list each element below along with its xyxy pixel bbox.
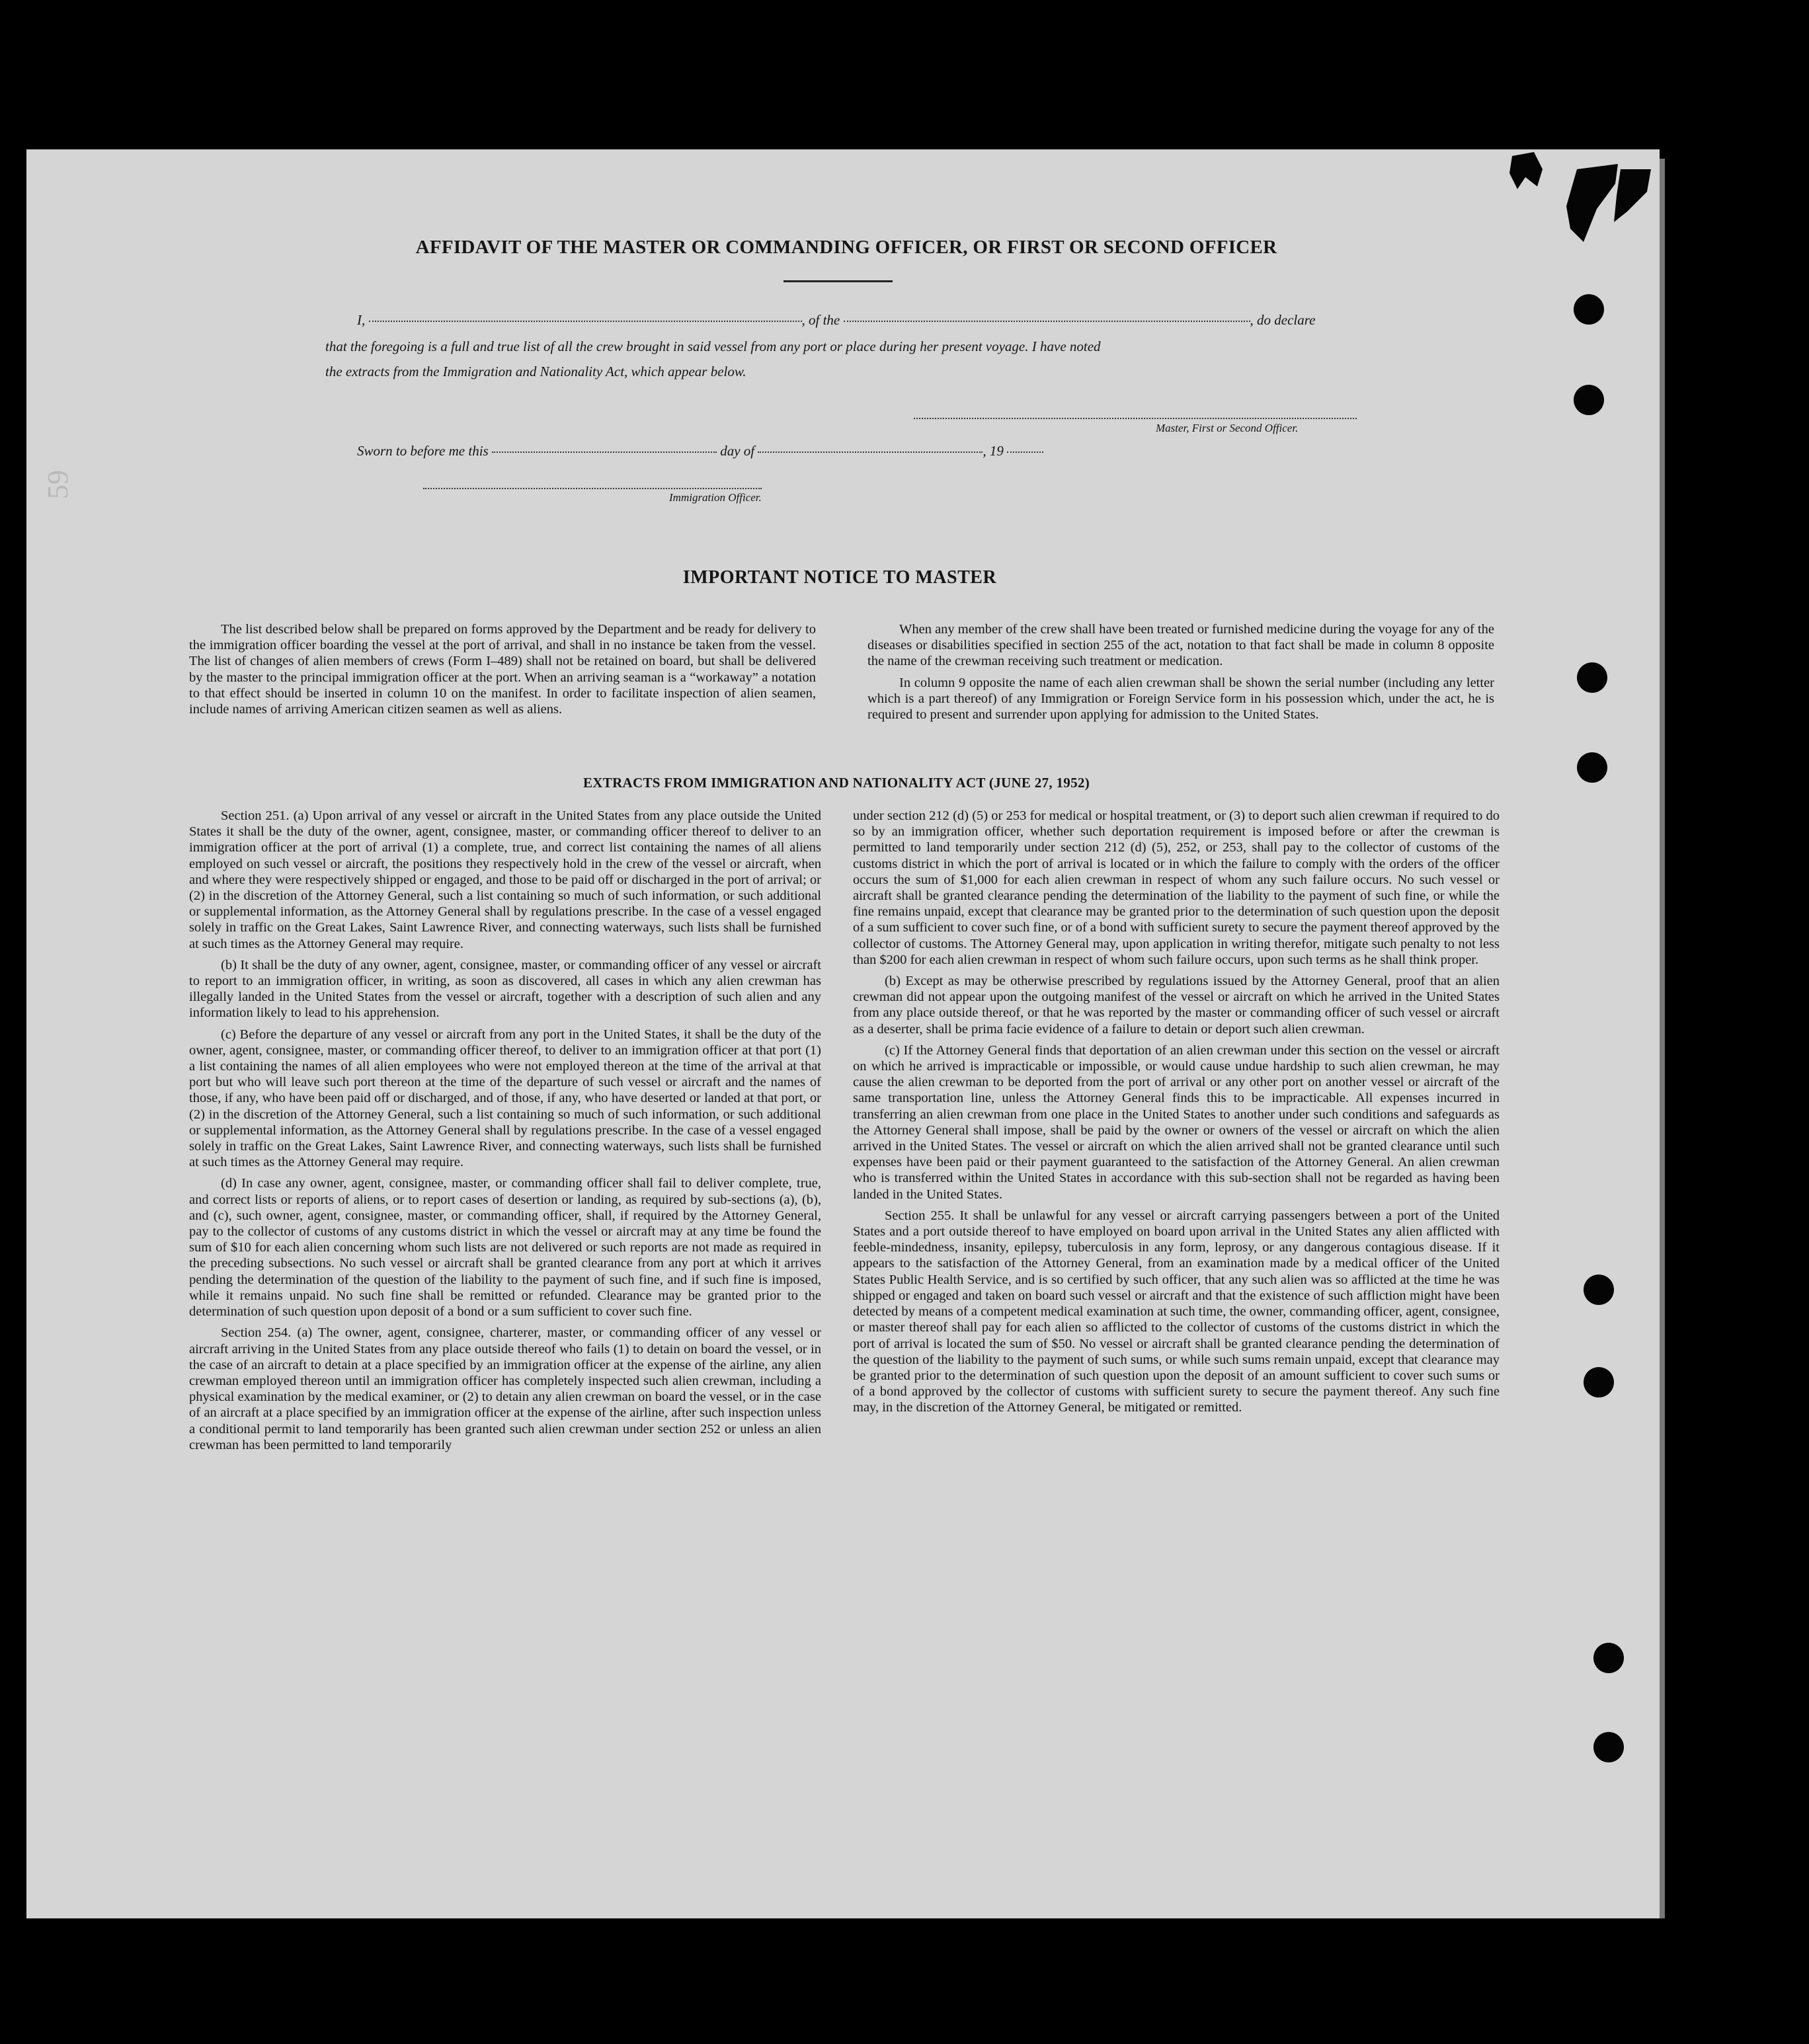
sworn-line	[357, 443, 1043, 459]
vessel-blank[interactable]	[844, 321, 1250, 322]
notice-left-paragraph: The list described below shall be prepared on forms approved by the Department and be ready for delivery to the immigration officer boarding the vessel at the port of arrival, and shall in no instance be taken from the vessel. The list of changes of alien members of crews (Form I–489) shall not be retained on board, but shall be delivered by the master to the principal immigration officer at the port. When an arriving seaman is a “workaway” a notation to that effect should be inserted in column 10 on the manifest. In order to facilitate inspection of alien seamen, include names of arriving American citizen seamen as well as aliens.	[189, 622, 816, 717]
sworn-year-blank[interactable]	[1007, 452, 1043, 453]
punch-hole	[1584, 1367, 1614, 1397]
section-255: Section 255. It shall be unlawful for any vessel or aircraft carrying passengers between a port of the United States and a port outside thereof to have employed on board upon arrival in the United States any alien afflicted with feeble-mindedness, insanity, epilepsy, tuberculosis in any form, leprosy, or any dangerous contagious disease. If it appears to the satisfaction of the Attorney General, from an examination made by a medical officer of the United States Public Health Service, and is so certified by such officer, that any such alien was so afflicted at the time he was shipped or engaged and taken on board such vessel or aircraft and that the existence of such affliction might have been detected by means of a competent medical examination at such time, the owner, commanding officer, agent, consignee, or master thereof shall pay for each alien so afflicted to the collector of customs of the customs district in which the port of arrival is located the sum of $50. No vessel or aircraft shall be granted clearance pending the determination of the question of the liability to the payment of such sums, or while such sums remain unpaid, except that clearance may be granted prior to the determination of such question upon the deposit of an amount sufficient to cover such sums or of a bond approved by the collector of customs with sufficient surety to secure the payment thereof. Any such fine may, in the discretion of the Attorney General, be mitigated or remitted.	[853, 1208, 1500, 1415]
declaration-text-1: that the foregoing is a full and true list of all the crew brought in said vessel from any port or place during her present voyage. I have noted	[325, 338, 1101, 354]
sworn-day-blank[interactable]	[492, 452, 717, 453]
section-254a-continued: under section 212 (d) (5) or 253 for medical or hospital treatment, or (3) to deport such alien crewman if required to do so by an immigration officer, whether such deportation requirement is imposed before or after the crewman is permitted to land temporarily under section 212 (d) (5), 252, or 253, shall pay to the collector of customs of the customs district in which the port of arrival is located or in which the failure to comply with the orders of the officer occurs the sum of $1,000 for each alien crewman in respect of whom any such failure occurs. No such vessel or aircraft shall be granted clearance pending the determination of the liability to the payment of such fine, or while the fine remains unpaid, except that clearance may be granted prior to the determination of such question upon the deposit of a sum sufficient to cover such fine, or of a bond with sufficient surety to secure the payment thereof approved by the collector of customs. The Attorney General may, upon application in writing therefor, mitigate such penalty to not less than $200 for each alien crewman in respect of whom such failure occurs, upon such terms as he shall think proper.	[853, 808, 1500, 967]
punch-hole	[1577, 662, 1607, 693]
sworn-month-blank[interactable]	[758, 452, 983, 453]
officer-signature-line[interactable]	[423, 488, 762, 489]
margin-number: 59	[42, 470, 74, 499]
section-254a: Section 254. (a) The owner, agent, consignee, charterer, master, or commanding officer of any vessel or aircraft arriving in the United States from any place outside thereof who fails (1) to detain on board the vessel, or in the case of an aircraft to detain at a place specified by an immigration officer at the expense of the airline, any alien crewman employed thereon until an immigration officer has completely inspected such alien crewman, including a physical examination by the medical examiner, or (2) to detain any alien crewman on board the vessel, or in the case of an aircraft at a place specified by an immigration officer at the expense of the airline, after such inspection unless a conditional permit to land temporarily has been granted such alien crewman under section 252 or unless an alien crewman has been permitted to land temporarily	[189, 1325, 821, 1452]
declaration-line	[357, 312, 1315, 329]
title-rule	[784, 280, 893, 282]
punch-hole	[1593, 1643, 1624, 1673]
extracts-right-column	[853, 808, 1500, 1421]
notice-right-paragraph-2: In column 9 opposite the name of each alien crewman shall be shown the serial number (including any letter which is a part thereof) of any Immigration or Foreign Service form in his possession which, under the act, he is required to present and surrender upon applying for admission to the United States.	[867, 675, 1494, 723]
extracts-left-column	[189, 808, 821, 1458]
section-251c: (c) Before the departure of any vessel or aircraft from any port in the United States, it shall be the duty of the owner, agent, consignee, master, or commanding officer thereof, to deliver to an immigration officer at that port (1) a list containing the names of all alien employees who were not employed thereon at the time of the arrival at that port but who will leave such port thereon at the time of the departure of such vessel or aircraft and the names of those, if any, who have been paid off or discharged, and of those, if any, who have deserted or landed at that port, or (2) in the discretion of the Attorney General, such a list containing so much of such information, or such additional or supplemental information, as the Attorney General shall by regulations prescribe. In the case of a vessel engaged solely in traffic on the Great Lakes, Saint Lawrence River, and connecting waterways, such lists shall be furnished at such times as the Attorney General may require.	[189, 1027, 821, 1170]
section-251b: (b) It shall be the duty of any owner, agent, consignee, master, or commanding officer of any vessel or aircraft to report to an immigration officer, in writing, as soon as discovered, all cases in which any alien crewman has illegally landed in the United States from the vessel or aircraft, together with a description of such alien and any information likely to lead to his apprehension.	[189, 957, 821, 1021]
day-of-label: day of	[720, 443, 755, 459]
punch-hole	[1584, 1275, 1614, 1305]
master-signature-label: Master, First or Second Officer.	[1156, 422, 1299, 434]
officer-signature-label: Immigration Officer.	[669, 491, 762, 504]
master-signature-line[interactable]	[914, 418, 1357, 419]
notice-right-column	[867, 621, 1494, 728]
punch-hole	[1577, 752, 1607, 783]
punch-hole	[1574, 294, 1604, 325]
punch-hole	[1574, 385, 1604, 415]
i-label: I,	[357, 312, 366, 328]
torn-corner-blot	[1498, 143, 1669, 249]
notice-right-paragraph-1: When any member of the crew shall have been treated or furnished medicine during the voyage for any of the diseases or disabilities specified in section 255 of the act, notation to that fact shall be made in column 8 opposite the name of the crewman receiving such treatment or medication.	[867, 622, 1494, 669]
section-251a: Section 251. (a) Upon arrival of any vessel or aircraft in the United States from any place outside the United States it shall be the duty of the owner, agent, consignee, master, or commanding officer thereof to deliver to an immigration officer at the port of arrival (1) a complete, true, and correct list containing the names of all aliens employed on such vessel or aircraft, the positions they respectively hold in the crew of the vessel or aircraft, when and where they were respectively shipped or engaged, and those to be paid off or discharged in the port of arrival; or (2) in the discretion of the Attorney General, such a list containing so much of such information, or such additional or supplemental information, as the Attorney General shall by regulations prescribe. In the case of a vessel engaged solely in traffic on the Great Lakes, Saint Lawrence River, and connecting waterways, such lists shall be furnished at such times as the Attorney General may require.	[189, 808, 821, 951]
section-254c: (c) If the Attorney General finds that deportation of an alien crewman under this section on the vessel or aircraft on which he arrived is impracticable or impossible, or would cause undue hardship to such alien crewman, he may cause the alien crewman to be deported from the port of arrival or any other port on another vessel or aircraft of the same transportation line, unless the Attorney General finds this to be impracticable. All expenses incurred in transferring an alien crewman from one place in the United States to another under such conditions and safeguards as the Attorney General shall impose, shall be paid by the owner or owners of the vessel or aircraft on which the alien arrived in the United States. The vessel or aircraft on which the alien arrived shall not be granted clearance until such expenses have been paid or their payment guaranteed to the satisfaction of the Attorney General. An alien crewman who is transferred within the United States in accordance with this sub-section shall not be regarded as having been landed in the United States.	[853, 1042, 1500, 1202]
notice-left-column	[189, 621, 816, 723]
sworn-label: Sworn to before me this	[357, 443, 489, 459]
affidavit-title: AFFIDAVIT OF THE MASTER OR COMMANDING OFFICER, OR FIRST OR SECOND OFFICER	[415, 237, 1277, 258]
declaration-text-2: the extracts from the Immigration and Nationality Act, which appear below.	[325, 364, 746, 379]
section-251d: (d) In case any owner, agent, consignee, master, or commanding officer shall fail to deliver complete, true, and correct lists or reports of aliens, or to report cases of desertion or landing, as required by sub-sections (a), (b), and (c), such owner, agent, consignee, master, or commanding officer, shall, if required by the Attorney General, pay to the collector of customs of any customs district in which the vessel or aircraft may at any time be found the sum of $10 for each alien concerning whom such lists are not delivered or such reports are not made as required in the preceding subsections. No such vessel or aircraft shall be granted clearance from any port at which it arrives pending the determination of the question of the liability to the payment of such fine, and if such fine is imposed, while it remains unpaid. No such fine shall be remitted or refunded. Clearance may be granted prior to the determination of such question upon deposit of a bond or a sum sufficient to cover such fine.	[189, 1176, 821, 1319]
section-254b: (b) Except as may be otherwise prescribed by regulations issued by the Attorney General, proof that an alien crewman did not appear upon the outgoing manifest of the vessel or aircraft on which he arrived in the United States from any place outside thereof, or that he was reported by the master or commanding officer of such vessel or aircraft as a deserter, shall be prima facie evidence of a failure to detain or deport such alien crewman.	[853, 974, 1500, 1037]
notice-title: IMPORTANT NOTICE TO MASTER	[682, 567, 997, 588]
extracts-title: EXTRACTS FROM IMMIGRATION AND NATIONALITY ACT (JUNE 27, 1952)	[583, 775, 1090, 791]
name-blank[interactable]	[369, 321, 802, 322]
do-declare-label: , do declare	[1250, 312, 1316, 328]
of-the-label: , of the	[801, 312, 840, 328]
page-edge-shadow	[1660, 159, 1665, 1918]
year-label: , 19	[983, 443, 1004, 459]
punch-hole	[1593, 1732, 1624, 1762]
